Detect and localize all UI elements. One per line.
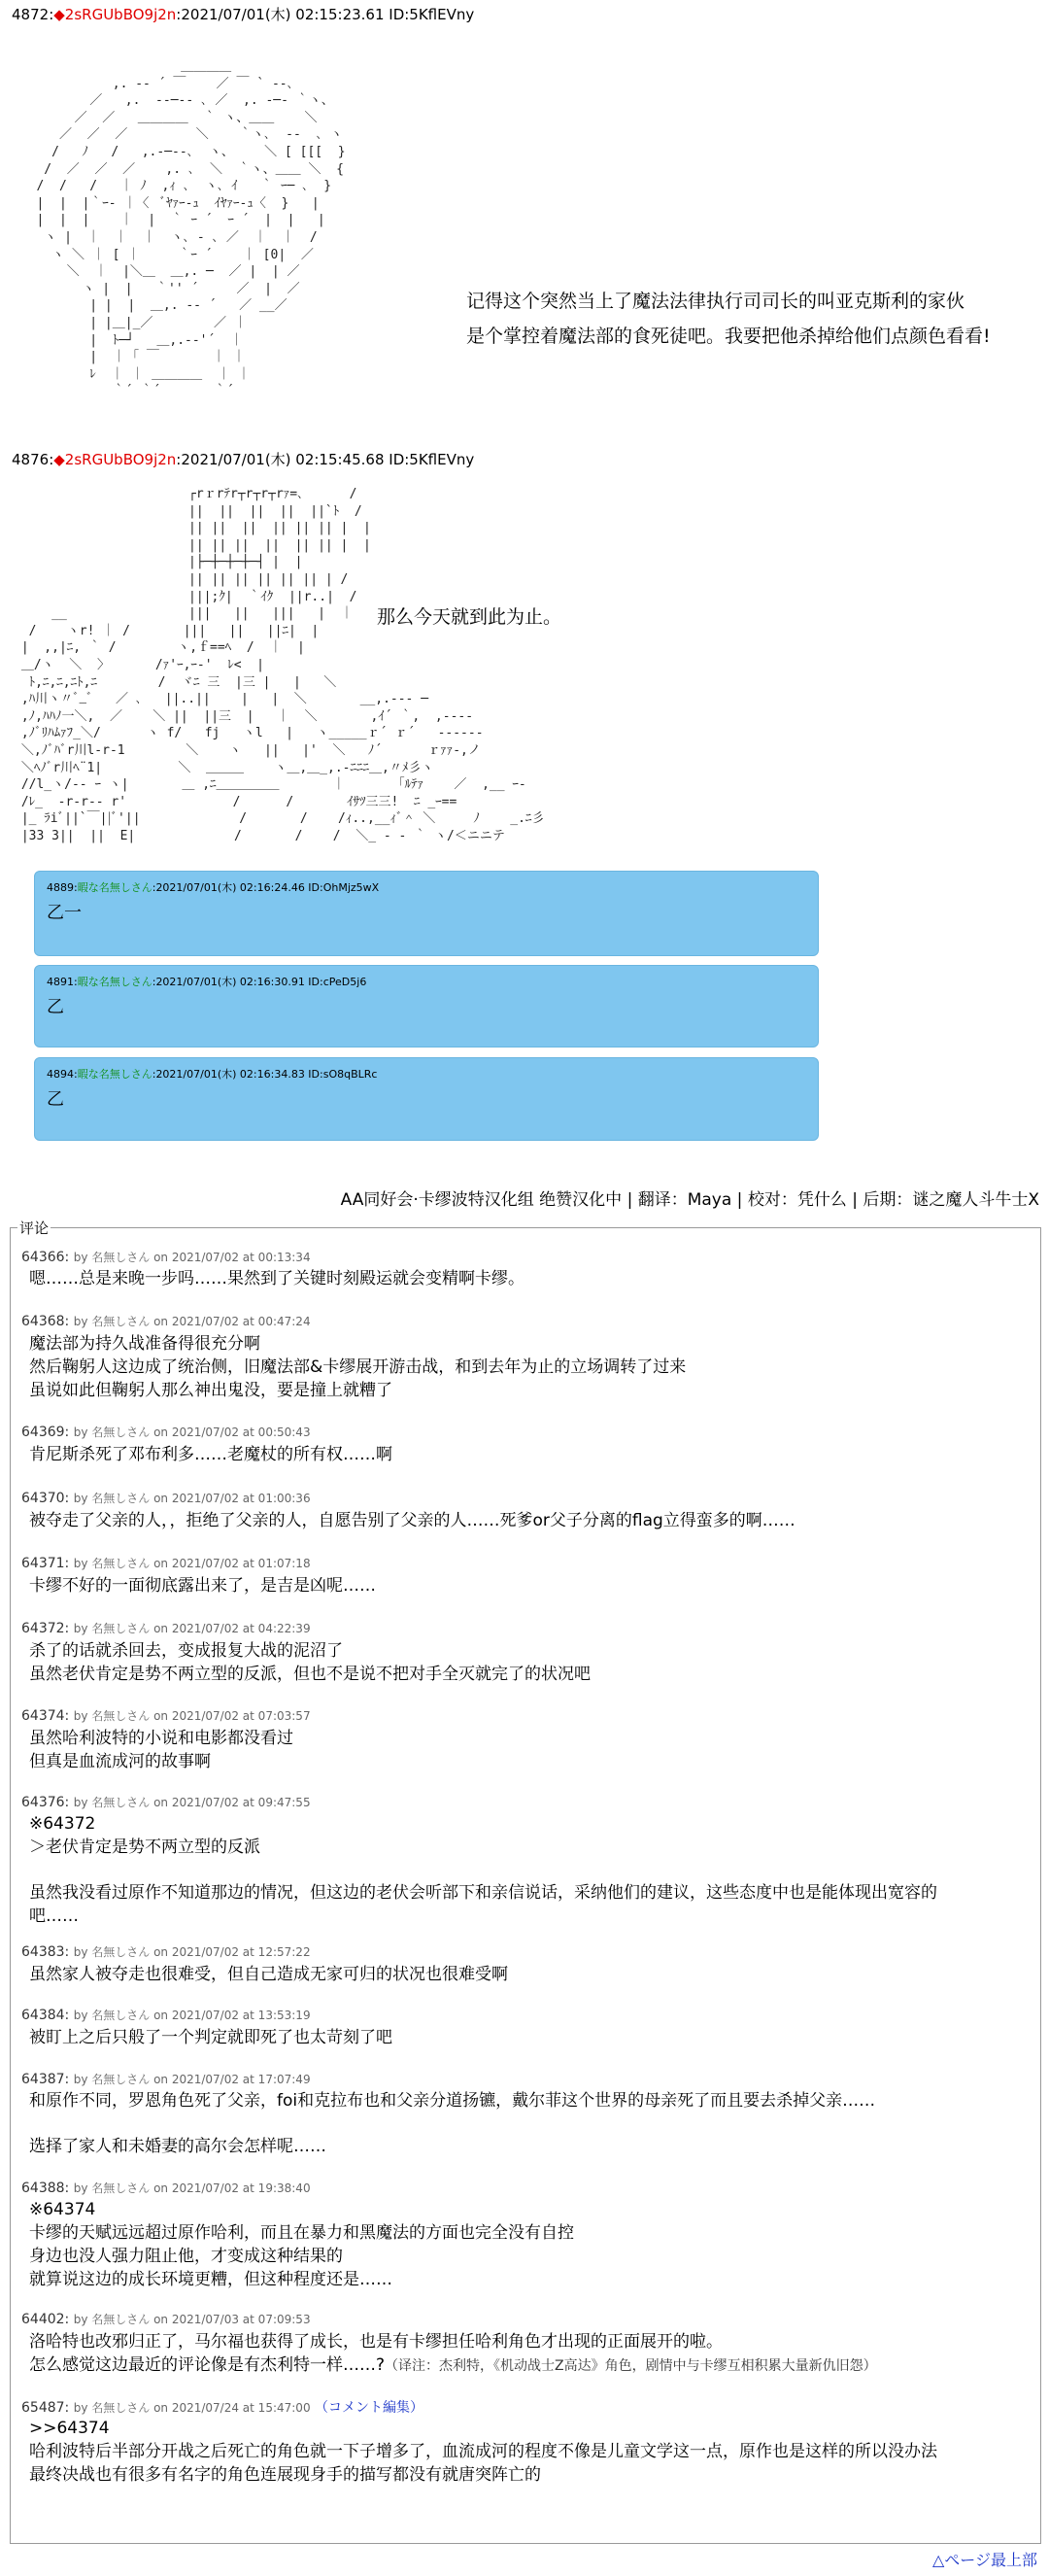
- comment-line: 被夺走了父亲的人，，拒绝了父亲的人，自愿告别了父亲的人……死爹or父子分离的flag立得蛮多的啊……: [29, 1511, 795, 1530]
- comment-line: 卡缪不好的一面彻底露出来了，是吉是凶呢……: [29, 1576, 376, 1596]
- comment-meta: by 名無しさん on 2021/07/02 at 13:53:19: [73, 2009, 311, 2022]
- post-header: 4872:◆2sRGUbBO9j2n:2021/07/01(木) 02:15:23.61 ID:5KflEVny: [12, 6, 475, 23]
- reply-name: 暇な名無しさん: [77, 976, 152, 988]
- comment-number: 64402:: [21, 2312, 70, 2327]
- comment-number: 64383:: [21, 1944, 70, 1960]
- comment-header: [21, 2311, 311, 2327]
- reply-body: 乙: [47, 1089, 64, 1110]
- comment-line: [29, 2354, 877, 2378]
- comment-line: 嗯……总是来晚一步吗……果然到了关键时刻殿运就会变精啊卡缪。: [29, 1269, 524, 1288]
- comment-header: [21, 1707, 311, 1724]
- comment-meta: by 名無しさん on 2021/07/02 at 19:38:40: [73, 2181, 311, 2195]
- comment-line: 虽说如此但鞠躬人那么神出鬼没，要是撞上就糟了: [29, 1381, 392, 1400]
- comment-meta: by 名無しさん on 2021/07/02 at 01:07:18: [73, 1557, 311, 1570]
- comment-line: 卡缪的天赋远远超过原作哈利，而且在暴力和黑魔法的方面也完全没有自控: [29, 2223, 574, 2243]
- comment-quote-ref: >>64374: [29, 2419, 110, 2438]
- comment-meta: by 名無しさん on 2021/07/02 at 00:50:43: [73, 1425, 311, 1439]
- reply-meta: 2021/07/01(木) 02:16:24.46 ID:OhMjz5wX: [155, 881, 380, 894]
- comment-line: 就算说这边的成长环境更糟，但这种程度还是……: [29, 2270, 392, 2289]
- reply-box: [34, 965, 819, 1048]
- comment-number: 64374:: [21, 1708, 70, 1724]
- comment-line: 虽然家人被夺走也很难受，但自己造成无家可归的状况也很难受啊: [29, 1965, 508, 1984]
- comment-number: 64370:: [21, 1491, 70, 1506]
- comment-number: 64372:: [21, 1621, 70, 1636]
- reply-number: 4891: [47, 976, 74, 988]
- comment-line: 身边也没人强力阻止他，才变成这种结果的: [29, 2247, 343, 2266]
- comment-quote-ref: ※64374: [29, 2200, 96, 2219]
- comment-line: 最终决战也有很多有名字的角色连展现身手的描写都没有就唐突阵亡的: [29, 2465, 541, 2485]
- comment-number: 64366:: [21, 1250, 70, 1265]
- comment-number: 64387:: [21, 2072, 70, 2087]
- reply-box: [34, 871, 819, 956]
- reply-header: 4894:暇な名無しさん:2021/07/01(木) 02:16:34.83 ID:sO8qBLRc: [47, 1068, 378, 1081]
- ascii-art-character: ＿＿＿＿ ,. -‐ ´ ￣ ／ ￣ ` ‐-､ ／ ,. -‐─‐- ､ ／ ,. -─‐ ｀ヽ、 ／ ／ ＿＿＿＿ ｀ ヽ、＿＿ ＼ ／ ／ ／ ＼ ｀ヽ､ ‐- ､ ヽ / ﾉ / ,.-─‐-､ ヽ、 ＼ [ [[[ } / ／ ／ ／ ,. ､ ＼ ｀ヽ、＿＿ ＼ { / / / ｜ ﾉ ,ｨ ､ ヽ､ ｲ ｀ ｰ─ ､ } | | |｀ｰ‐ ｜〈 ﾞﾔｧｰ‐ｭ ｲﾔｧｰ‐ｭ〈 } | | | | ｜ | ｀ ｰ ´ ｰ ´ | | | ヽ | ｜ ｜ ｜ ヽ､ ‐ ､ ／ ｜ ｜ / ヽ ＼ ｜ [ ｜ ｀ｰ ´ ｜ [0| ／ ＼ ｜ |＼＿ ＿,. ─ ／ | | ／ ヽ | | ｀'' ´ ／ | ／ | | | ＿,. -‐ ´ ／ __／ | |＿|_／ ／ ｜ | ﾄ─┘ ＿,.-‐'´ ｜ | ｜ ｢ ￣ ｜ ｜ ﾚ ｜ ｜ ＿＿＿＿ ｜ ｜ ｀´ ｀´ ｀´: [36, 59, 346, 399]
- translator-note: （译注：杰利特，《机动战士Z高达》角色，剧情中与卡缪互相积累大量新仇旧怨）: [385, 2358, 877, 2374]
- post-header: 4876:◆2sRGUbBO9j2n:2021/07/01(木) 02:15:45.68 ID:5KflEVny: [12, 451, 475, 468]
- comment-header: [21, 2180, 311, 2196]
- comment-line: 虽然我没看过原作不知道那边的情况，但这边的老伏会听部下和亲信说话，采纳他们的建议，这些态度中也是能体现出宽容的: [29, 1883, 937, 1903]
- comment-meta: by 名無しさん on 2021/07/03 at 07:09:53: [73, 2313, 311, 2326]
- page-top-link[interactable]: △ページ最上部: [932, 2551, 1037, 2569]
- comment-line: 吧……: [29, 1906, 79, 1926]
- comment-header: [21, 2071, 311, 2087]
- comment-line: 但真是血流成河的故事啊: [29, 1752, 211, 1771]
- post-meta: 2021/07/01(木) 02:15:45.68 ID:5KflEVny: [181, 451, 475, 468]
- comment-line: 被盯上之后只般了一个判定就即死了也太苛刻了吧: [29, 2028, 392, 2047]
- comment-header: [21, 1490, 311, 1506]
- ascii-art-scene: ┌rｒrﾃr┬r┬r┬rｧ=､ / || || || || ||`ﾄ / || || || || || || | | || || || || || || | | |├─┼─┼─┼─┤ | | || || || || || || | / |||;ｸ| ｀ｲｸ ||r..| / __ ||| || ||| | ｜ / ヽr! ｜ / ||| || ||ﾆ| | | ,,|ﾆ, ｀ / ヽ,ｆ==ﾍ / ｜ | ＿/ヽ ＼ 〉 /ｧ'ｰ,ｰ‐' ﾚ< | ﾄ,ﾆ,ﾆ,ﾆﾄ,ﾆ / ヾﾆ 三 |三 | | ＼ ,ﾊ川ヽ〃ﾞ_ﾞ ／ ､ ||..|| | | ＼ __,.‐-- ─ ,ﾉ,ﾊﾊﾉ一＼, ／ ＼ || ||三 | ｜ ＼ ,ｲ´ ｀, ,‐-‐- ,ﾉﾞﾘﾊﾑｧﾌ_＼/ ヽ f/ fj ヽl | ヽ_____ｒ´ ｒ´ ‐----- ＼,ﾉﾞﾊﾞr川l-r-1 ＼ ヽ || |' ＼ ﾉ´ ｒｧｧ-,ノ ＼ﾍﾉﾞr川ﾍ¨1| ＼ ＿＿＿ ヽ＿,＿_,.‐ﾆﾆﾆ＿,〃ﾒ彡ヽ //l_ヽ/‐‐ ｰ ヽ| ＿ ,ﾆ＿＿＿＿＿ ｜ ｢ﾙﾃｧ ／ ,__ ｰ‐ /ﾚ_ ‐r-r-- r' / / ｲｻﾂ三三! ﾆ _ｰ== |_ ﾗiﾞ||`￣||ﾞ'|| / / /ｨ..,__ｨﾞ＾ ＼ ﾉ _.ﾆ彡 |33 3|| || E| / / / ＼_ ‐ ‐ ｀ ヽ/＜ニニテ: [20, 487, 545, 843]
- comment-header: [21, 1620, 311, 1636]
- comments-label: 评论: [19, 1219, 50, 1237]
- comment-number: 64371:: [21, 1556, 70, 1571]
- reply-body: 乙: [47, 997, 64, 1017]
- comment-quote-ref: ※64372: [29, 1814, 96, 1834]
- comment-meta: by 名無しさん on 2021/07/02 at 01:00:36: [73, 1492, 311, 1505]
- comment-meta: by 名無しさん on 2021/07/02 at 07:03:57: [73, 1709, 311, 1723]
- post-meta: 2021/07/01(木) 02:15:23.61 ID:5KflEVny: [181, 6, 475, 23]
- dialogue-line: 那么今天就到此为止。: [377, 606, 562, 628]
- comment-line: 肯尼斯杀死了邓布利多……老魔杖的所有权……啊: [29, 1445, 392, 1464]
- comment-header: [21, 1249, 311, 1265]
- comment-number: 64368:: [21, 1314, 70, 1329]
- comment-header: [21, 1794, 311, 1810]
- comment-meta: by 名無しさん on 2021/07/24 at 15:47:00: [73, 2401, 311, 2415]
- comment-line: 魔法部为持久战准备得很充分啊: [29, 1334, 260, 1354]
- comment-header: [21, 2007, 311, 2023]
- post-number: 4876: [12, 451, 50, 468]
- comment-line: 哈利波特后半部分开战之后死亡的角色就一下子增多了，血流成河的程度不像是儿童文学这一点，原作也是这样的所以没办法: [29, 2442, 937, 2461]
- comment-line: 选择了家人和未婚妻的高尔会怎样呢……: [29, 2137, 326, 2156]
- comment-header: [21, 1313, 311, 1329]
- comment-line: 虽然老伏肯定是势不两立型的反派，但也不是说不把对手全灭就完了的状况吧: [29, 1665, 591, 1684]
- dialogue-line: 是个掌控着魔法部的食死徒吧。我要把他杀掉给他们点颜色看看!: [466, 326, 991, 347]
- comment-header: [21, 1943, 311, 1960]
- reply-header: 4891:暇な名無しさん:2021/07/01(木) 02:16:30.91 ID:cPeD5j6: [47, 976, 367, 988]
- comment-header: [21, 1555, 311, 1571]
- reply-number: 4894: [47, 1068, 74, 1081]
- reply-meta: 2021/07/01(木) 02:16:30.91 ID:cPeD5j6: [155, 976, 367, 988]
- comment-header: [21, 1424, 311, 1440]
- edit-comment-link[interactable]: （コメント編集）: [315, 2400, 424, 2416]
- reply-meta: 2021/07/01(木) 02:16:34.83 ID:sO8qBLRc: [155, 1068, 378, 1081]
- reply-header: 4889:暇な名無しさん:2021/07/01(木) 02:16:24.46 ID:OhMjz5wX: [47, 881, 380, 894]
- post-number: 4872: [12, 6, 50, 23]
- comment-meta: by 名無しさん on 2021/07/02 at 04:22:39: [73, 1622, 311, 1635]
- comment-line-text: 怎么感觉这边最近的评论像是有杰利特一样……?: [29, 2355, 386, 2375]
- dialogue-line: 记得这个突然当上了魔法法律执行司司长的叫亚克斯利的家伙: [466, 291, 965, 312]
- comment-number: 64388:: [21, 2181, 70, 2196]
- reply-box: [34, 1057, 819, 1141]
- reply-number: 4889: [47, 881, 74, 894]
- comment-line: 和原作不同，罗恩角色死了父亲，foi和克拉布也和父亲分道扬镳，戴尔菲这个世界的母亲死了而且要去杀掉父亲……: [29, 2091, 876, 2111]
- comment-number: 65487:: [21, 2400, 70, 2416]
- comment-meta: by 名無しさん on 2021/07/02 at 00:13:34: [73, 1251, 311, 1264]
- reply-name: 暇な名無しさん: [77, 1068, 152, 1081]
- comment-line: 杀了的话就杀回去，变成报复大战的泥沼了: [29, 1641, 343, 1661]
- comment-line: 然后鞠躬人这边成了统治侧，旧魔法部&卡缪展开游击战，和到去年为止的立场调转了过来: [29, 1357, 687, 1377]
- comment-meta: by 名無しさん on 2021/07/02 at 17:07:49: [73, 2073, 311, 2086]
- comment-number: 64369:: [21, 1425, 70, 1440]
- credit-line: AA同好会·卡缪波特汉化组 绝赞汉化中 | 翻译：Maya | 校对：凭什么 | 后期：谜之魔人斗牛士X: [340, 1190, 1039, 1210]
- comment-line: 洛哈特也改邪归正了，马尔福也获得了成长，也是有卡缪担任哈利角色才出现的正面展开的啦。: [29, 2332, 723, 2352]
- comment-line: 虽然哈利波特的小说和电影都没看过: [29, 1729, 293, 1748]
- comment-number: 64384:: [21, 2008, 70, 2023]
- comment-quote: ＞老伏肯定是势不两立型的反派: [29, 1838, 260, 1857]
- poster-name: ◆2sRGUbBO9j2n: [53, 451, 177, 468]
- reply-name: 暇な名無しさん: [77, 881, 152, 894]
- comment-number: 64376:: [21, 1795, 70, 1810]
- comment-meta: by 名無しさん on 2021/07/02 at 09:47:55: [73, 1796, 311, 1809]
- comment-meta: by 名無しさん on 2021/07/02 at 00:47:24: [73, 1315, 311, 1328]
- comment-header: [21, 2397, 423, 2417]
- reply-body: 乙一: [47, 903, 82, 923]
- comment-meta: by 名無しさん on 2021/07/02 at 12:57:22: [73, 1945, 311, 1959]
- poster-name: ◆2sRGUbBO9j2n: [53, 6, 177, 23]
